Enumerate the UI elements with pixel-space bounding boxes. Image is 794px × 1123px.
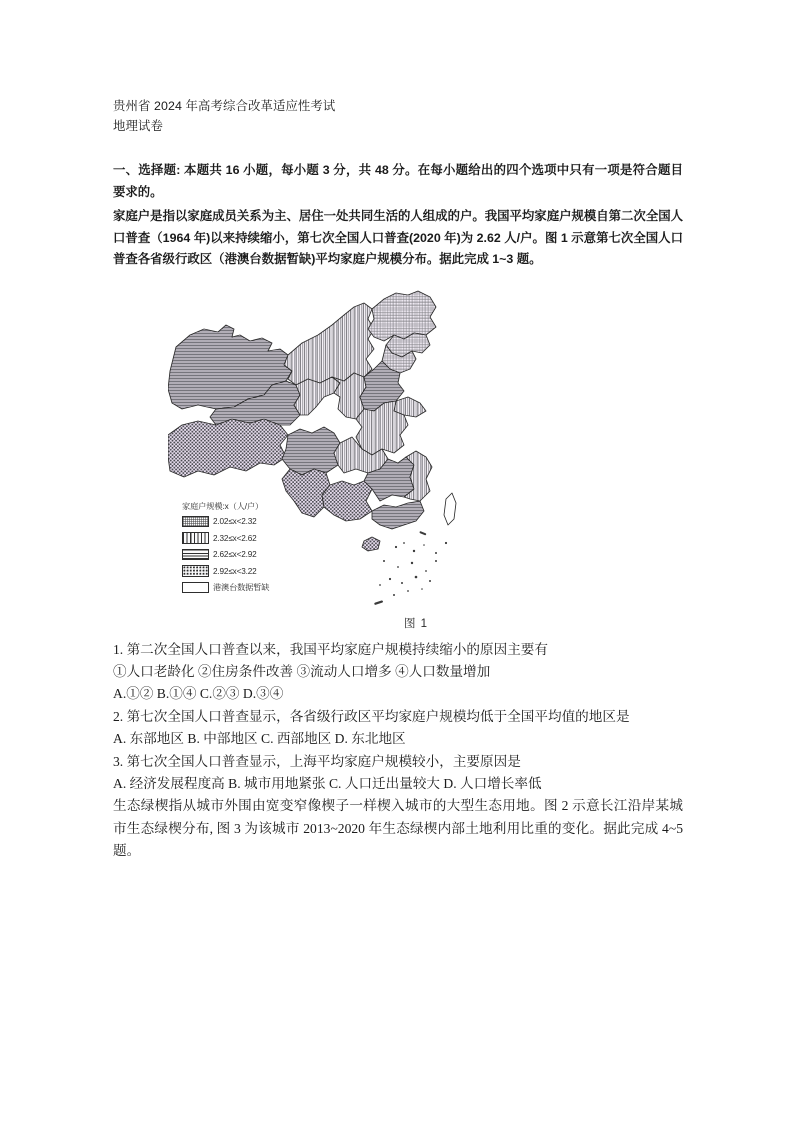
south-china-sea-islands (374, 531, 447, 605)
question-2-options: A. 东部地区 B. 中部地区 C. 西部地区 D. 东北地区 (113, 731, 406, 747)
map-region-inner-mongolia (284, 303, 374, 385)
document-header (113, 96, 683, 136)
section-instructions: 一、选择题: 本题共 16 小题，每小题 3 分，共 48 分。在每小题给出的四个选项中只有一项是符合题目要求的。 (113, 163, 683, 199)
tail-paragraph: 生态绿楔指从城市外围由宽变窄像楔子一样楔入城市的大型生态用地。图 2 示意长江沿岸某城市生态绿楔分布, 图 3 为该城市 2013~2020 年生态绿楔内部土地利用比重的变化。据此完成 4~5 题。 (113, 798, 683, 859)
question-1-stem: 1. 第二次全国人口普查以来，我国平均家庭户规模持续缩小的原因主要有 (113, 641, 548, 657)
legend-swatch-horizontal-lines-icon (182, 549, 209, 561)
question-1-options: A.①② B.①④ C.②③ D.③④ (113, 686, 284, 702)
subject-title: 地理试卷 (113, 119, 163, 133)
legend-item-label: 2.32≤x<2.62 (213, 533, 257, 543)
legend-swatch-grid-icon (182, 516, 209, 528)
legend-item-label: 2.62≤x<2.92 (213, 550, 257, 559)
figure-1-caption-text: 图 1 (403, 617, 429, 630)
map-region-heilongjiang (368, 291, 436, 341)
legend-swatch-dots-icon (182, 565, 209, 577)
exam-title: 贵州省 2024 年高考综合改革适应性考试 (113, 99, 336, 113)
map-region-sichuan (282, 427, 340, 475)
map-region-hainan (362, 537, 380, 551)
figure-1-block (113, 285, 683, 633)
legend-item (182, 514, 314, 529)
map-legend (182, 501, 314, 597)
map-region-taiwan (444, 493, 456, 525)
map-region-gansu (294, 377, 340, 415)
page-content (113, 96, 683, 863)
question-3-stem: 3. 第七次全国人口普查显示，上海平均家庭户规模较小，主要原因是 (113, 753, 521, 769)
map-region-guangdong (372, 501, 424, 529)
legend-item-label: 港澳台数据暂缺 (213, 583, 270, 592)
figure-1-caption (113, 615, 683, 631)
legend-item (182, 564, 314, 579)
legend-swatch-blank-icon (182, 582, 209, 594)
legend-item (182, 547, 314, 562)
legend-item-label: 2.02≤x<2.32 (213, 517, 257, 526)
question-2-stem: 2. 第七次全国人口普查显示，各省级行政区平均家庭户规模均低于全国平均值的地区是 (113, 708, 630, 724)
question-3-options: A. 经济发展程度高 B. 城市用地紧张 C. 人口迁出量较大 D. 人口增长率低 (113, 775, 542, 791)
legend-swatch-vertical-lines-icon (182, 532, 209, 544)
legend-item (182, 531, 314, 546)
question-1-items: ①人口老龄化 ②住房条件改善 ③流动人口增多 ④人口数量增加 (113, 663, 491, 679)
legend-item (182, 580, 314, 595)
map-region-tibet (168, 419, 288, 477)
map-region-guangxi (322, 481, 372, 521)
legend-title: 家庭户规模:x（人/户） (182, 501, 264, 511)
questions-list (113, 639, 683, 796)
intro-paragraph: 家庭户是指以家庭成员关系为主、居住一处共同生活的人组成的户。我国平均家庭户规模自第二次全国人口普查（1964 年)以来持续缩小，第七次全国人口普查(2020 年)为 2.62 人/户。图 1 示意第七次全国人口普查各省级行政区（港澳台数据暂缺)平均家庭户规模分布。据此完成 1~3 题。 (113, 209, 683, 266)
legend-item-label: 2.92≤x<3.22 (213, 566, 257, 576)
